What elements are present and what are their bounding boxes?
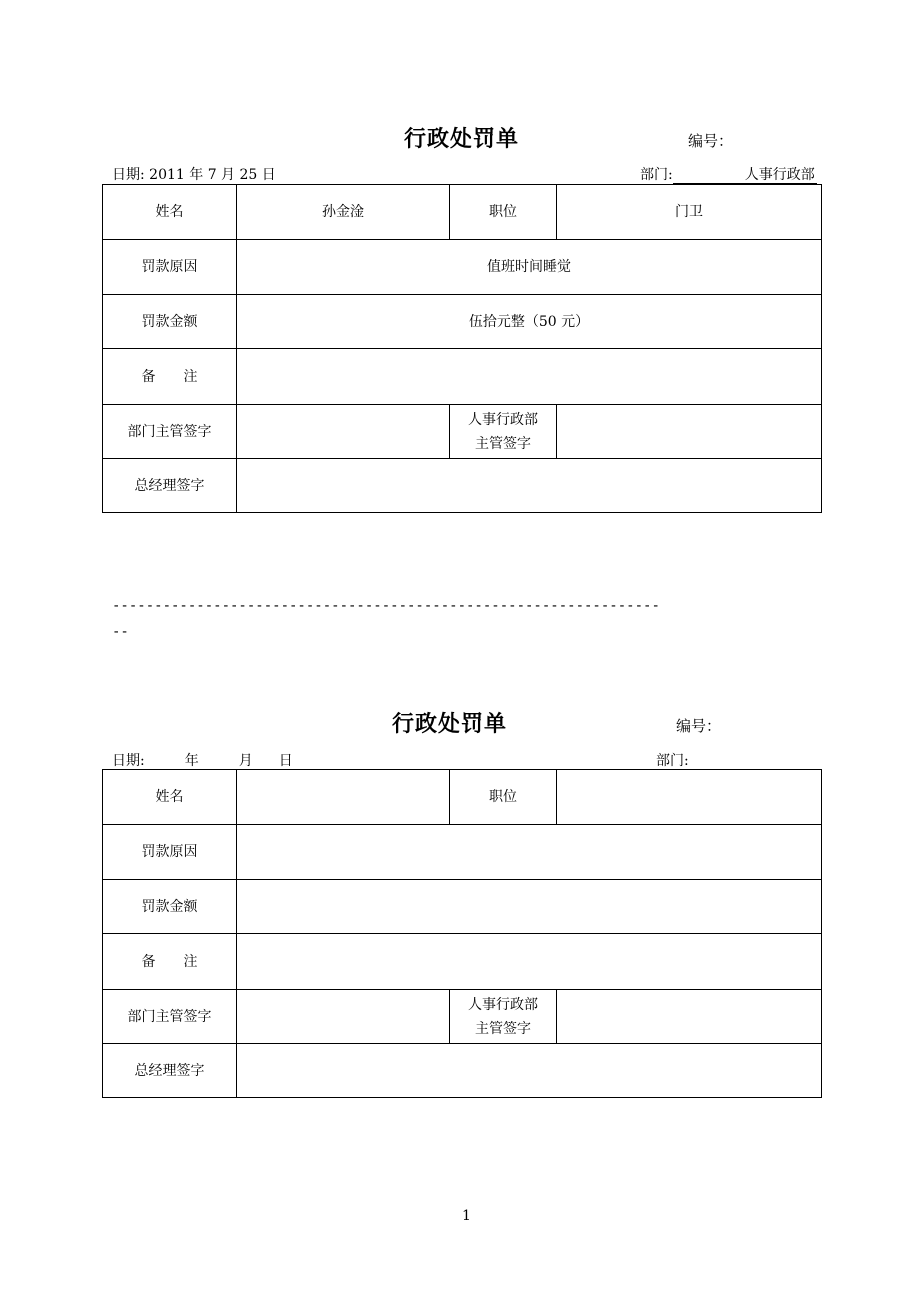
form1-date-value: 2011 年 7 月 25 日 xyxy=(149,167,276,183)
form2-row-reason xyxy=(103,825,822,880)
form2-reason-label: 罚款原因 xyxy=(103,825,237,880)
form1-dept xyxy=(640,164,817,184)
form2-hr-mgr-label xyxy=(450,990,557,1044)
form2-date-day: 日 xyxy=(278,753,293,769)
form2-table xyxy=(102,769,822,1098)
form2-dept xyxy=(656,750,813,770)
form2-row-signatures xyxy=(103,990,822,1044)
form2-number-label: 编号： xyxy=(676,717,722,735)
form2-hr-mgr-label-line2: 主管签字 xyxy=(475,1020,531,1037)
form1-gm-sign[interactable] xyxy=(237,459,822,513)
form2-row-name xyxy=(103,770,822,825)
cut-line-1: ----------------------------------------------------------------- xyxy=(112,598,660,614)
form1-title: 行政处罚单 xyxy=(404,126,520,152)
form1-number-label: 编号： xyxy=(688,132,734,150)
form1-remark-label: 备 注 xyxy=(103,349,237,405)
form1-amount-label: 罚款金额 xyxy=(103,295,237,349)
form2-name-label: 姓名 xyxy=(103,770,237,825)
form2-amount-value[interactable] xyxy=(237,880,822,934)
form1-name-value: 孙金淦 xyxy=(237,185,450,240)
form2-date-month: 月 xyxy=(238,753,253,769)
form1-hr-mgr-sign[interactable] xyxy=(557,405,822,459)
form1-table xyxy=(102,184,822,513)
form2-row-amount xyxy=(103,880,822,934)
form1-row-remark xyxy=(103,349,822,405)
form2-name-value[interactable] xyxy=(237,770,450,825)
form1-name-label: 姓名 xyxy=(103,185,237,240)
form2-amount-label: 罚款金额 xyxy=(103,880,237,934)
form2-date-year: 年 xyxy=(184,753,199,769)
form2-dept-mgr-label: 部门主管签字 xyxy=(103,990,237,1044)
form1-hr-mgr-label-line1: 人事行政部 xyxy=(468,411,538,428)
form1-date xyxy=(112,164,276,184)
form1-dept-mgr-label: 部门主管签字 xyxy=(103,405,237,459)
form2-dept-label: 部门: xyxy=(656,753,689,769)
form1-row-amount xyxy=(103,295,822,349)
form1-row-gm xyxy=(103,459,822,513)
form1-hr-mgr-label-line2: 主管签字 xyxy=(475,435,531,452)
form2-title: 行政处罚单 xyxy=(392,711,508,737)
page-number: 1 xyxy=(462,1208,471,1224)
form1-row-name xyxy=(103,185,822,240)
form1-hr-mgr-label xyxy=(450,405,557,459)
form2-gm-sign[interactable] xyxy=(237,1044,822,1098)
form1-amount-value: 伍拾元整（50 元） xyxy=(237,295,822,349)
form2-row-remark xyxy=(103,934,822,990)
form1-gm-label: 总经理签字 xyxy=(103,459,237,513)
form1-position-value: 门卫 xyxy=(557,185,822,240)
form1-dept-label: 部门: xyxy=(640,167,673,183)
form2-row-gm xyxy=(103,1044,822,1098)
form2-hr-mgr-label-line1: 人事行政部 xyxy=(468,996,538,1013)
form1-dept-value: 人事行政部 xyxy=(673,167,817,184)
form1-remark-value xyxy=(237,349,822,405)
form1-position-label: 职位 xyxy=(450,185,557,240)
form2-dept-mgr-sign[interactable] xyxy=(237,990,450,1044)
form1-dept-mgr-sign[interactable] xyxy=(237,405,450,459)
form1-reason-value: 值班时间睡觉 xyxy=(237,240,822,295)
form2-dept-value[interactable] xyxy=(689,753,813,770)
form2-reason-value[interactable] xyxy=(237,825,822,880)
form2-hr-mgr-sign[interactable] xyxy=(557,990,822,1044)
form1-date-label: 日期: xyxy=(112,167,145,183)
form2-remark-value[interactable] xyxy=(237,934,822,990)
form2-position-value[interactable] xyxy=(557,770,822,825)
form1-reason-label: 罚款原因 xyxy=(103,240,237,295)
form1-row-signatures xyxy=(103,405,822,459)
form2-position-label: 职位 xyxy=(450,770,557,825)
form2-remark-label: 备 注 xyxy=(103,934,237,990)
form1-row-reason xyxy=(103,240,822,295)
form2-gm-label: 总经理签字 xyxy=(103,1044,237,1098)
cut-line-2: -- xyxy=(112,624,129,640)
form2-date-label: 日期: xyxy=(112,753,145,769)
form2-date xyxy=(112,750,293,770)
